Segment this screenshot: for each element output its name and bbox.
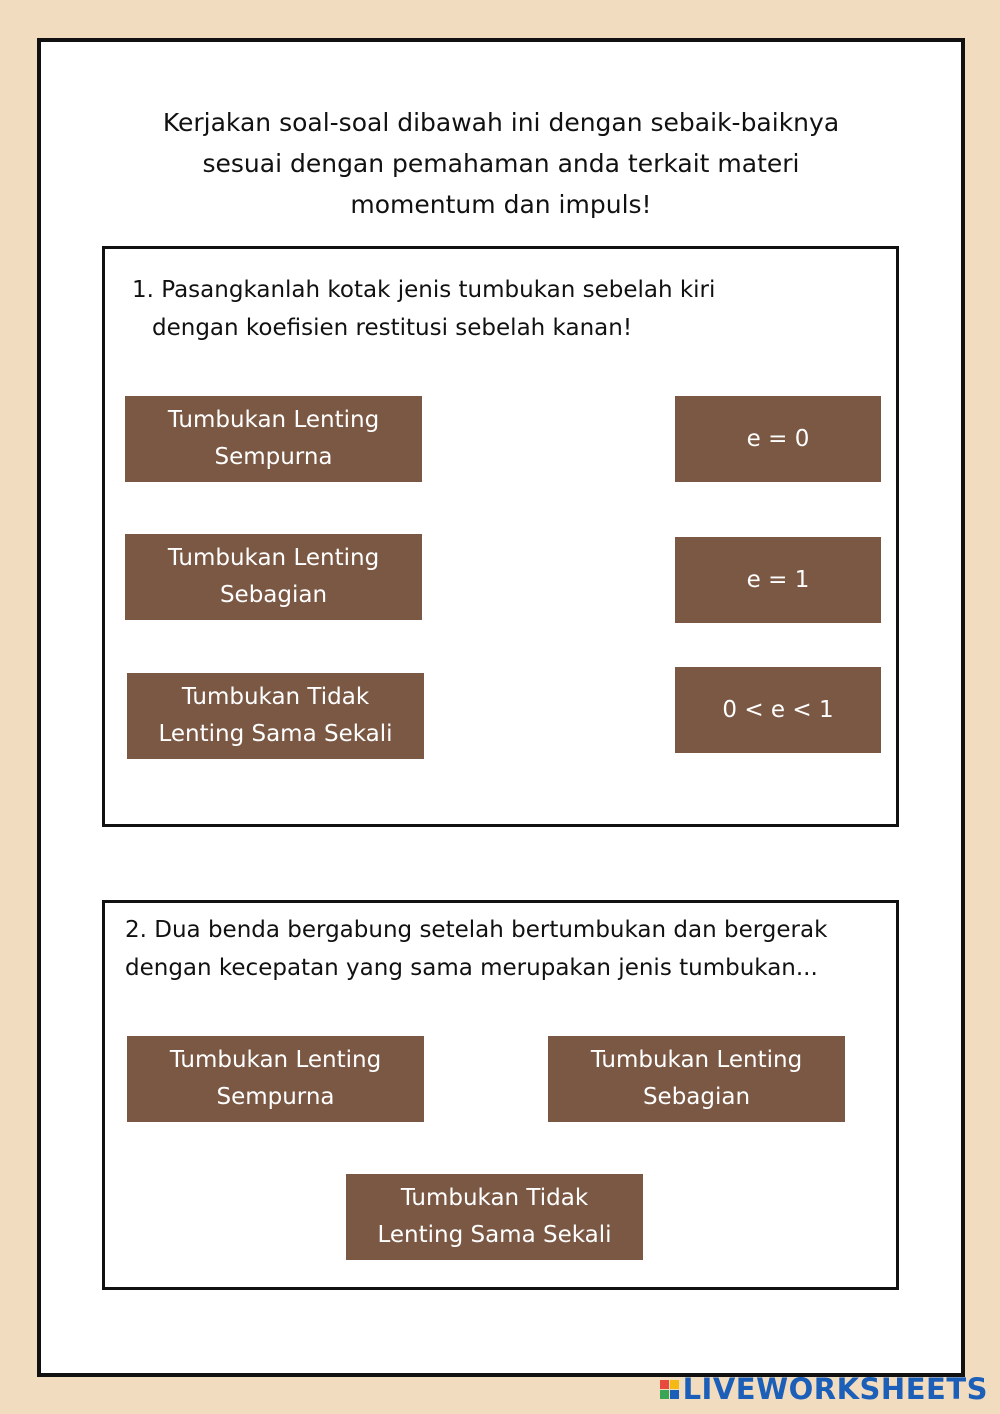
match-right-tile-2[interactable]: e = 1 [675,537,881,623]
match-left-tile-2[interactable]: Tumbukan Lenting Sebagian [125,534,422,620]
question-2-box [102,900,899,1290]
instructions-line-3: momentum dan impuls! [350,190,652,219]
match-left-tile-1[interactable]: Tumbukan Lenting Sempurna [125,396,422,482]
worksheet-page [37,38,965,1377]
instructions-line-2: sesuai dengan pemahaman anda terkait materi [202,149,800,178]
match-right-tile-3[interactable]: 0 < e < 1 [675,667,881,753]
question-1-box [102,246,899,827]
brand-name: LIVEWORKSHEETS [682,1372,988,1406]
match-left-tile-3[interactable]: Tumbukan Tidak Lenting Sama Sekali [127,673,424,759]
answer-option-3[interactable]: Tumbukan Tidak Lenting Sama Sekali [346,1174,643,1260]
question-1-line-2: dengan koefisien restitusi sebelah kanan! [152,315,633,341]
answer-option-1[interactable]: Tumbukan Lenting Sempurna [127,1036,424,1122]
question-1-text [132,271,852,347]
match-right-tile-1[interactable]: e = 0 [675,396,881,482]
liveworksheets-logo-icon [660,1380,679,1399]
liveworksheets-logo [660,1372,988,1406]
instructions-line-1: Kerjakan soal-soal dibawah ini dengan sebaik-baiknya [162,108,840,137]
question-1-line-1: 1. Pasangkanlah kotak jenis tumbukan sebelah kiri [132,277,716,303]
answer-option-2[interactable]: Tumbukan Lenting Sebagian [548,1036,845,1122]
instructions [131,102,871,225]
question-2-line-1: 2. Dua benda bergabung setelah bertumbukan dan bergerak [125,917,828,943]
question-2-text [125,911,870,987]
question-2-line-2: dengan kecepatan yang sama merupakan jenis tumbukan... [125,955,818,981]
